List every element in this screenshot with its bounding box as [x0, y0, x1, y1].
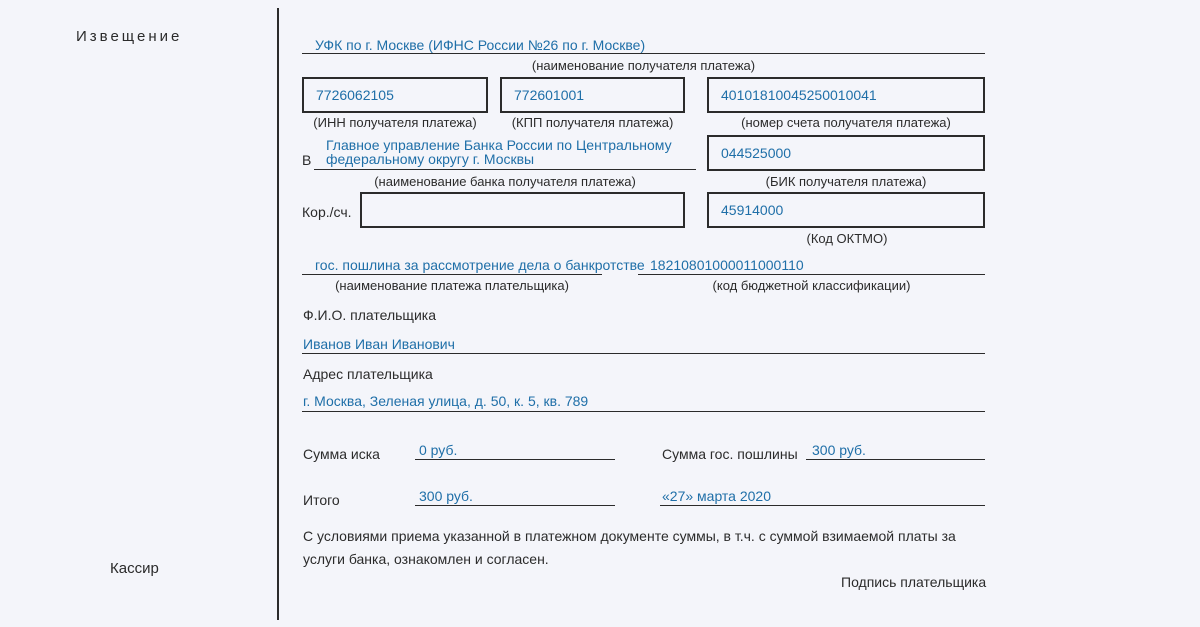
kpp-field[interactable] [500, 77, 685, 113]
kbk-caption: (код бюджетной классификации) [712, 278, 911, 293]
total-line [415, 505, 615, 506]
account-caption: (номер счета получателя платежа) [741, 115, 951, 130]
total-value: 300 руб. [419, 488, 473, 504]
kbk-line [638, 274, 985, 275]
payment-name-caption: (наименование платежа плательщика) [335, 278, 569, 293]
inn-value: 7726062105 [316, 87, 394, 103]
payer-fio-line [302, 353, 985, 354]
payer-address-line [302, 411, 985, 412]
corr-account-label: Кор./сч. [302, 204, 352, 220]
date-line [660, 505, 985, 506]
duty-sum-label: Сумма гос. пошлины [662, 446, 798, 462]
recipient-name-value: УФК по г. Москве (ИФНС России №26 по г. Москве) [315, 37, 646, 53]
claim-sum-line [415, 459, 615, 460]
bank-name-line [314, 169, 696, 170]
payer-address-label: Адрес плательщика [303, 366, 433, 382]
bik-caption: (БИК получателя платежа) [765, 174, 927, 189]
agreement-line2: услуги банка, ознакомлен и согласен. [303, 551, 549, 567]
bik-value: 044525000 [721, 145, 792, 161]
inn-field[interactable] [302, 77, 488, 113]
inn-caption: (ИНН получателя платежа) [313, 115, 477, 130]
date-value: «27» марта 2020 [662, 488, 771, 504]
total-label: Итого [303, 492, 340, 508]
claim-sum-label: Сумма иска [303, 446, 380, 462]
payment-name-line [302, 274, 602, 275]
cashier-label: Кассир [110, 560, 159, 577]
oktmo-caption: (Код ОКТМО) [806, 231, 888, 246]
notice-title: Извещение [76, 28, 183, 45]
claim-sum-value: 0 руб. [419, 442, 458, 458]
oktmo-field[interactable] [707, 192, 985, 228]
kpp-caption: (КПП получателя платежа) [511, 115, 674, 130]
kbk-value: 18210801000011000110 [650, 257, 804, 273]
oktmo-value: 45914000 [721, 202, 784, 218]
payment-name-value: гос. пошлина за рассмотрение дела о банкротстве [315, 257, 645, 273]
bank-prefix: В [302, 152, 312, 168]
bank-name-line2: федеральному округу г. Москвы [326, 151, 535, 167]
bank-name-line1: Главное управление Банка России по Центральному [326, 137, 672, 153]
account-field[interactable] [707, 77, 985, 113]
payer-fio-value: Иванов Иван Иванович [303, 336, 455, 352]
recipient-name-caption: (наименование получателя платежа) [531, 58, 756, 73]
recipient-name-line [302, 53, 985, 54]
bik-field[interactable] [707, 135, 985, 171]
duty-sum-line [806, 459, 985, 460]
account-value: 40101810045250010041 [721, 87, 877, 103]
kpp-value: 772601001 [514, 87, 585, 103]
corr-account-field[interactable] [360, 192, 685, 228]
duty-sum-value: 300 руб. [812, 442, 866, 458]
payer-address-value: г. Москва, Зеленая улица, д. 50, к. 5, кв. 789 [303, 393, 589, 409]
payer-fio-label: Ф.И.О. плательщика [303, 307, 436, 323]
agreement-line1: С условиями приема указанной в платежном документе суммы, в т.ч. с суммой взимаемой платы за [303, 528, 956, 544]
bank-name-caption: (наименование банка получателя платежа) [374, 174, 636, 189]
vertical-divider [277, 8, 279, 620]
payer-signature-label: Подпись плательщика [841, 574, 987, 590]
